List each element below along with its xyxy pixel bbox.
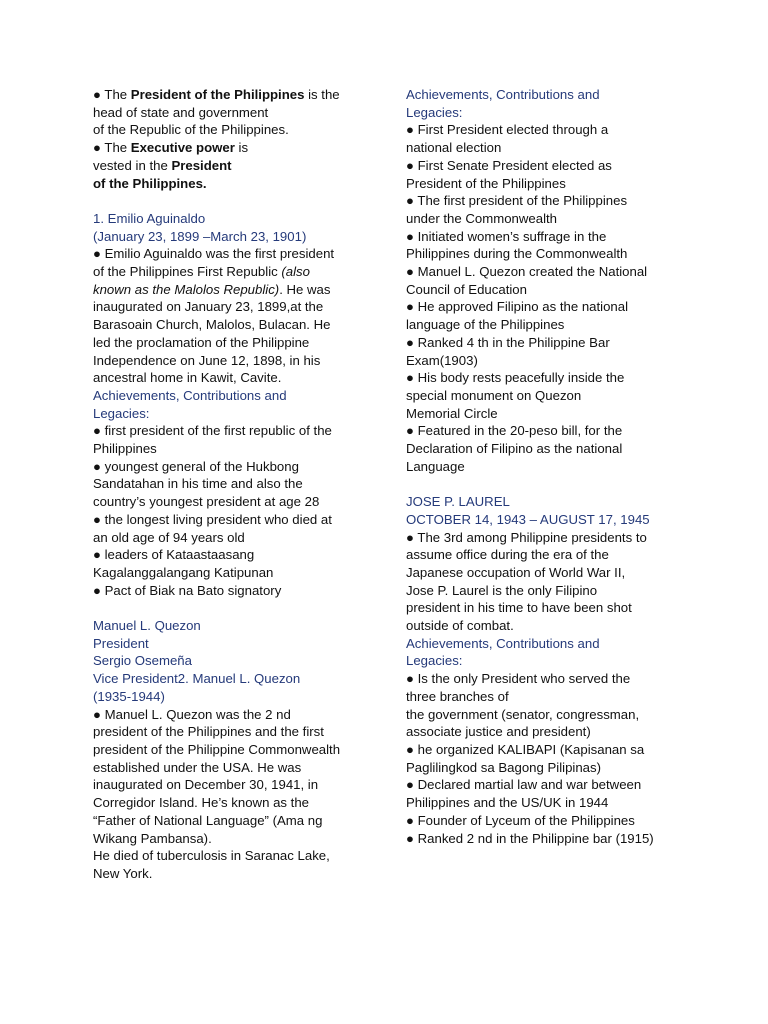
intro-bullet-1-bold: President of the Philippines — [130, 87, 305, 102]
intro-bullet-2-text: is vested in the — [93, 140, 249, 173]
laurel-achievements-list: ● Is the only President who served the three branches of the government (senator, congressman, associate justice and president) ● he organized KALIBAPI (Kapisanan sa Paglilingkod sa Bagong Pilipinas) ● Declared martial law and war between Philippines and the US/UK in 1944 ● Founder of Lyceum of the Philippines ● Ranked 2 nd in the Philippine bar (1915) — [406, 671, 654, 846]
aguinaldo-bio — [93, 245, 368, 387]
left-column — [93, 86, 368, 883]
intro-paragraph — [93, 86, 368, 192]
quezon-achievements-list: ● First President elected through a national election ● First Senate President elected as President of the Philippines ● The first president of the Philippines under the Commonwealth ● Initiated women’s suffrage in the Philippines during the Commonwealth ● Manuel L. Quezon created the National Council of Education ● He approved Filipino as the national language of the Philippines ● Ranked 4 th in the Philippine Bar Exam(1903) ● His body rests peacefully inside the special monument on Quezon Memorial Circle ● Featured in the 20-peso bill, for the Declaration of Filipino as the national Language — [406, 122, 648, 474]
laurel-achievements-heading: Achievements, Contributions and Legacies: — [406, 635, 600, 669]
intro-bullet-1-text: is the head of state and government of the Republic of the Philippines. — [93, 87, 340, 138]
quezon-bio: ● Manuel L. Quezon was the 2 nd president of the Philippines and the first president of the Philippine Commonwealth established under the USA. He was inaugurated on December 30, 1941, in Corregidor Island. He’s known as the “Father of National Language” (Ama ng Wikang Pambansa). He died of tuberculosis in Saranac Lake, New York. — [93, 706, 341, 881]
aguinaldo-achievements-heading: Achievements, Contributions and Legacies: — [93, 387, 287, 421]
intro-bullet-1-prefix: ● The — [93, 87, 131, 102]
laurel-heading: JOSE P. LAUREL OCTOBER 14, 1943 – AUGUST 17, 1945 — [406, 494, 650, 527]
laurel-bio: ● The 3rd among Philippine presidents to assume office during the era of the Japanese occupation of World War II, Jose P. Laurel is the only Filipino president in his time to have been shot outside of combat. — [406, 529, 647, 634]
right-column — [406, 86, 691, 847]
quezon-achievements-heading: Achievements, Contributions and Legacies: — [406, 87, 600, 120]
aguinaldo-bio-text: ● Emilio Aguinaldo was the first president of the Philippines First Republic — [93, 246, 335, 280]
spacer — [93, 192, 368, 210]
intro-bullet-2-bold-1: Executive power — [130, 140, 235, 156]
spacer — [406, 475, 691, 493]
quezon-heading: Manuel L. Quezon President Sergio Osemeña Vice President2. Manuel L. Quezon (1935-1944) — [93, 618, 301, 704]
aguinaldo-achievements-list: ● first president of the first republic of the Philippines ● youngest general of the Hukbong Sandatahan in his time and also the country’s youngest president at age 28 ● the longest living president who died at an old age of 94 years old ● leaders of Kataastaasang Kagalanggalangang Katipunan ● Pact of Biak na Bato signatory — [93, 423, 332, 598]
aguinaldo-heading: 1. Emilio Aguinaldo (January 23, 1899 –March 23, 1901) — [93, 210, 307, 244]
intro-bullet-2-prefix: ● The — [93, 140, 131, 156]
spacer — [93, 599, 368, 617]
aguinaldo-bio-italic: (also known as the Malolos Republic) — [93, 264, 310, 297]
intro-bullet-2-bold-2: President of the Philippines. — [93, 157, 232, 191]
aguinaldo-bio-text-end: . He was inaugurated on January 23, 1899,at the Barasoain Church, Malolos, Bulacan. He led the proclamation of the Philippine Independence on June 12, 1898, in his ancestral home in Kawit, Cavite. — [93, 281, 331, 386]
